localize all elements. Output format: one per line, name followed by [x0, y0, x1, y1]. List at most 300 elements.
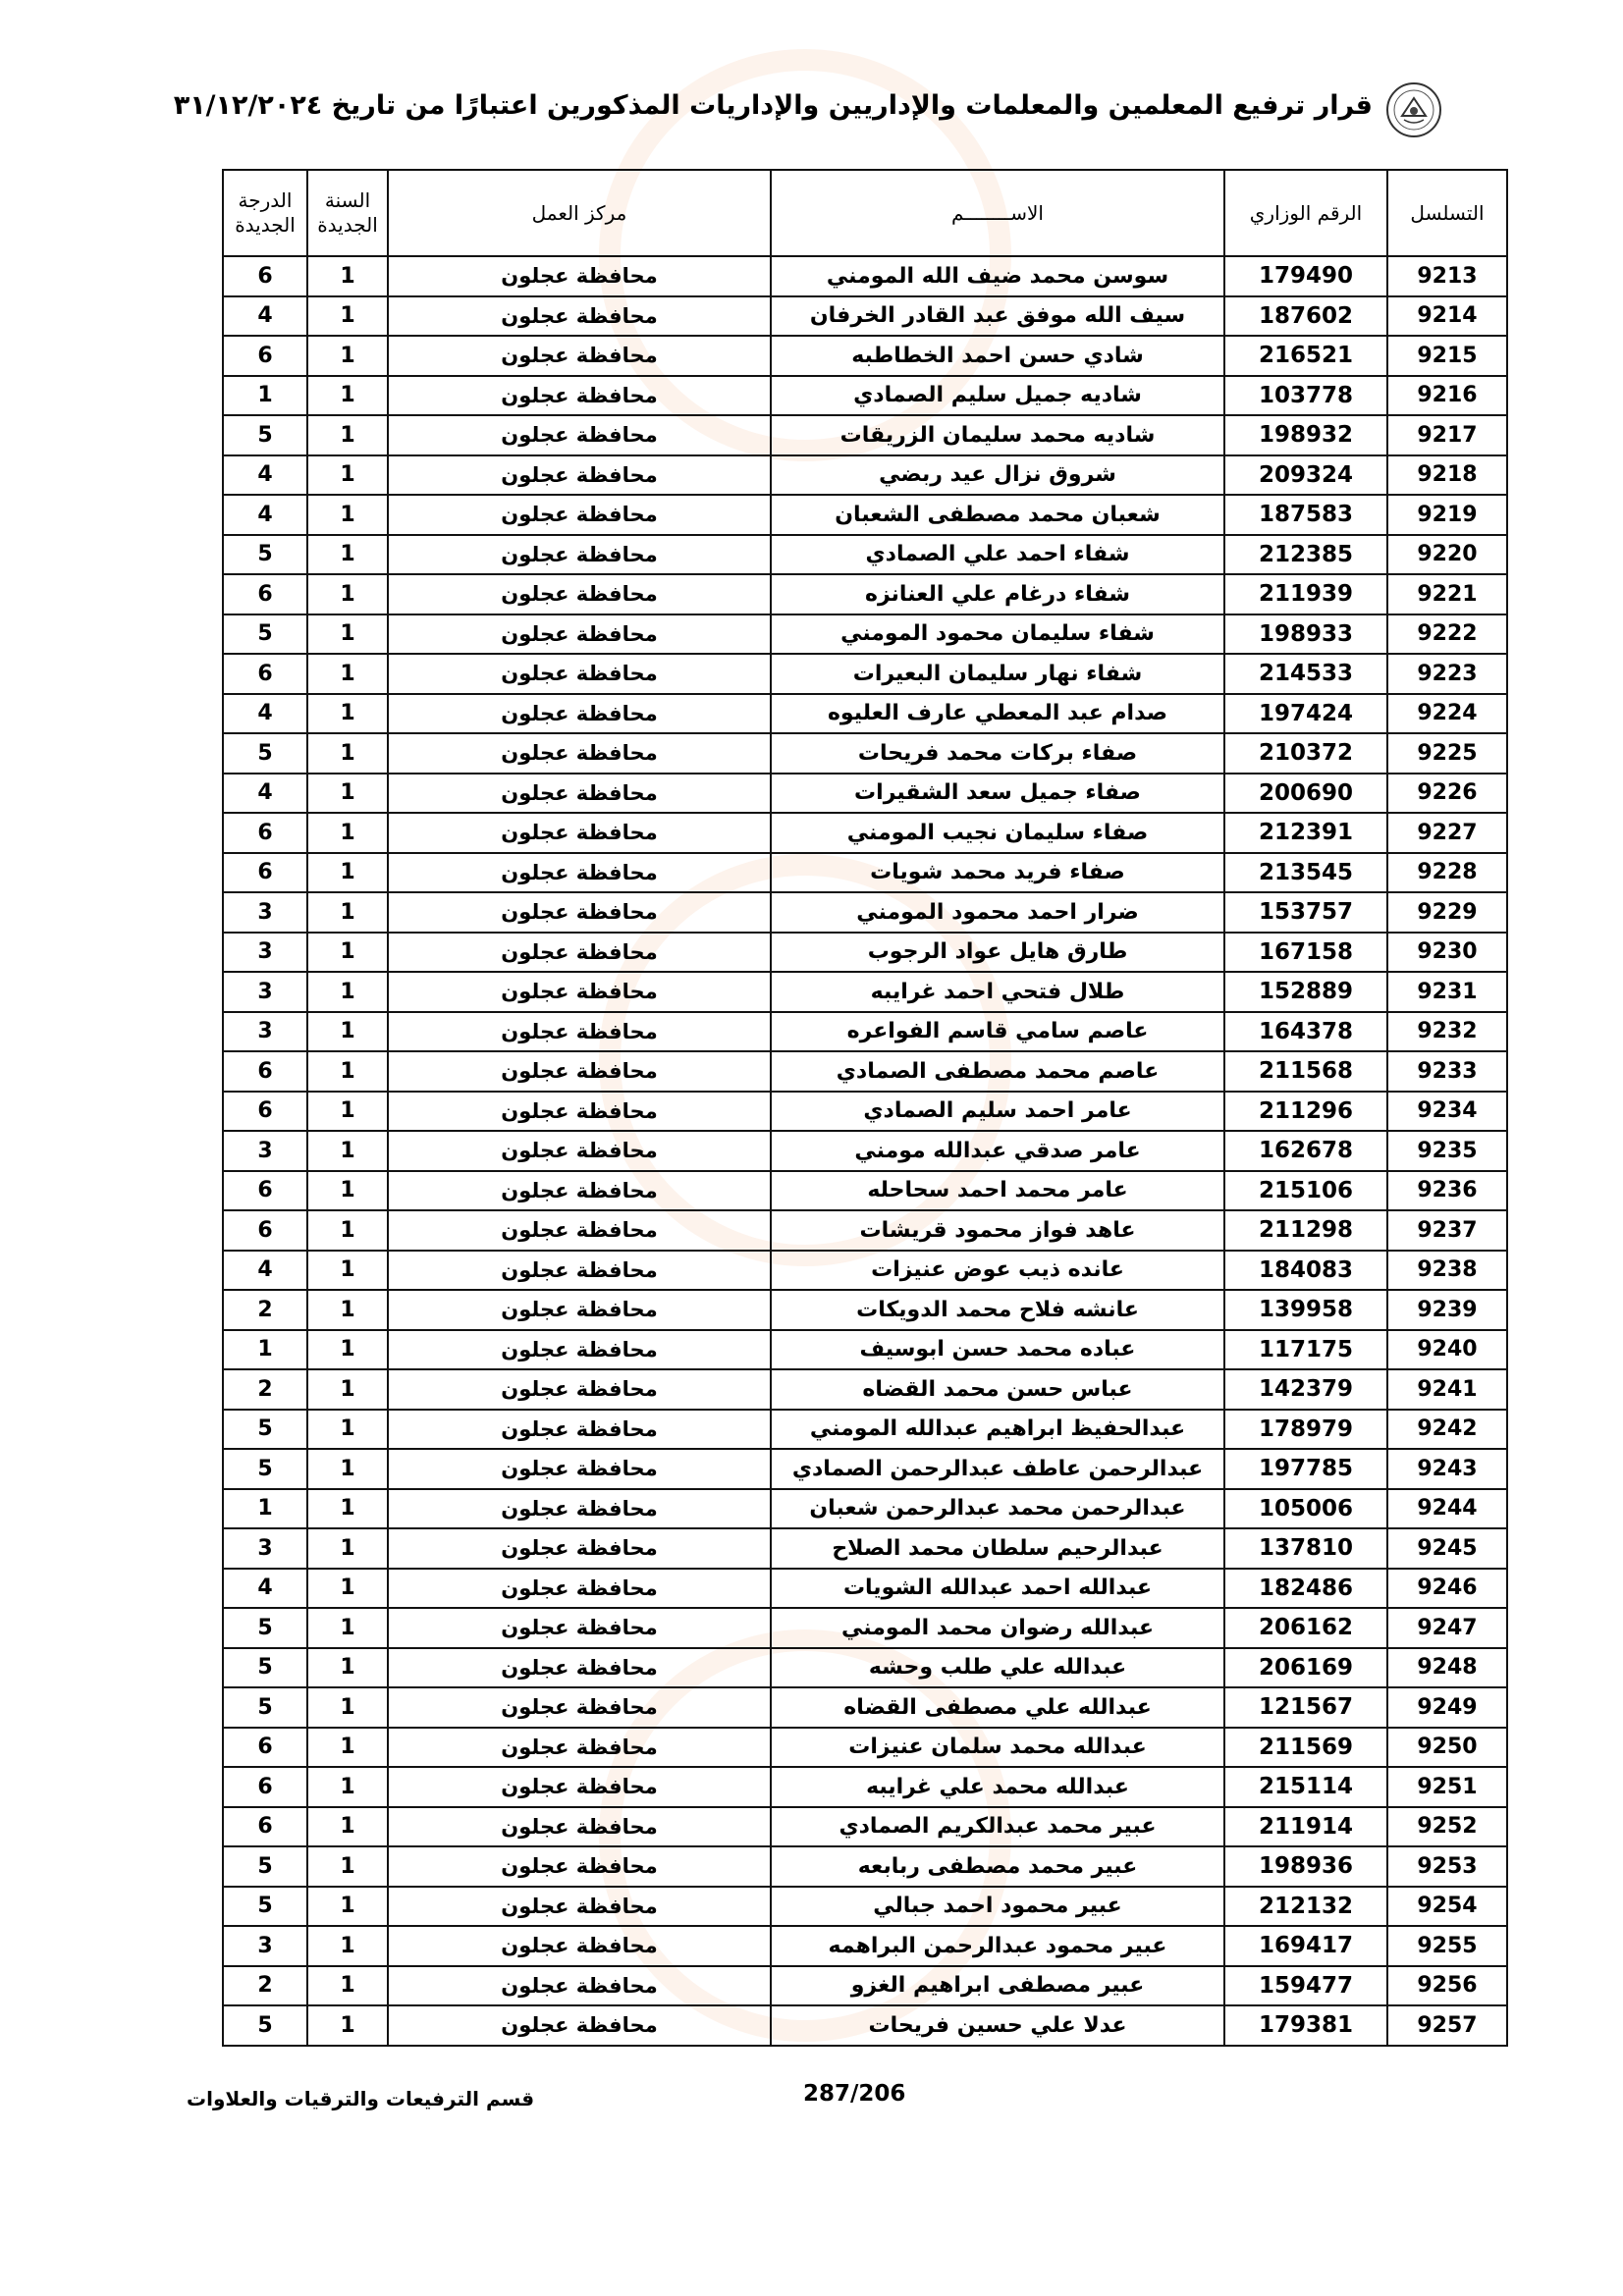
cell-workplace: محافظة عجلون — [388, 614, 771, 655]
cell-national-id: 211298 — [1224, 1210, 1387, 1251]
cell-seq: 9220 — [1387, 535, 1507, 575]
table-row — [223, 1687, 1507, 1728]
cell-workplace: محافظة عجلون — [388, 933, 771, 973]
cell-new-grade: 6 — [223, 1807, 307, 1847]
cell-name: شفاء نهار سليمان البعيرات — [771, 654, 1224, 694]
table-row — [223, 1608, 1507, 1648]
cell-seq: 9252 — [1387, 1807, 1507, 1847]
cell-workplace: محافظة عجلون — [388, 1171, 771, 1211]
cell-new-grade: 3 — [223, 1926, 307, 1966]
cell-national-id: 212391 — [1224, 813, 1387, 853]
cell-national-id: 121567 — [1224, 1687, 1387, 1728]
table-row — [223, 933, 1507, 973]
cell-new-year: 1 — [307, 1728, 388, 1768]
cell-new-year: 1 — [307, 415, 388, 455]
cell-new-grade: 6 — [223, 1051, 307, 1092]
cell-name: طارق هايل عواد الرجوب — [771, 933, 1224, 973]
cell-seq: 9241 — [1387, 1369, 1507, 1410]
cell-name: عبير محمود احمد جبالي — [771, 1887, 1224, 1927]
cell-seq: 9230 — [1387, 933, 1507, 973]
cell-national-id: 179490 — [1224, 256, 1387, 296]
cell-name: شاديه جميل سليم الصمادي — [771, 376, 1224, 416]
cell-new-grade: 3 — [223, 1131, 307, 1171]
cell-seq: 9216 — [1387, 376, 1507, 416]
cell-new-grade: 6 — [223, 574, 307, 614]
table-row — [223, 1767, 1507, 1807]
cell-national-id: 159477 — [1224, 1966, 1387, 2006]
cell-workplace: محافظة عجلون — [388, 774, 771, 814]
cell-name: صفاء سليمان نجيب المومني — [771, 813, 1224, 853]
cell-seq: 9237 — [1387, 1210, 1507, 1251]
cell-new-year: 1 — [307, 296, 388, 337]
cell-workplace: محافظة عجلون — [388, 455, 771, 496]
cell-workplace: محافظة عجلون — [388, 1131, 771, 1171]
cell-national-id: 197785 — [1224, 1449, 1387, 1489]
cell-new-grade: 6 — [223, 256, 307, 296]
cell-seq: 9257 — [1387, 2005, 1507, 2046]
cell-name: عبدالله علي طلب وحشه — [771, 1648, 1224, 1688]
column-header-name: الاســــــــم — [771, 170, 1224, 256]
table-row — [223, 1528, 1507, 1569]
cell-seq: 9255 — [1387, 1926, 1507, 1966]
cell-new-grade: 6 — [223, 853, 307, 893]
cell-new-grade: 4 — [223, 455, 307, 496]
table-row — [223, 1171, 1507, 1211]
table-row — [223, 1807, 1507, 1847]
table-row — [223, 1728, 1507, 1768]
cell-new-year: 1 — [307, 1251, 388, 1291]
cell-new-grade: 2 — [223, 1290, 307, 1330]
cell-seq: 9251 — [1387, 1767, 1507, 1807]
cell-new-year: 1 — [307, 1926, 388, 1966]
cell-new-year: 1 — [307, 1051, 388, 1092]
cell-workplace: محافظة عجلون — [388, 2005, 771, 2046]
cell-name: طلال فتحي احمد غرايبه — [771, 972, 1224, 1012]
cell-new-year: 1 — [307, 1569, 388, 1609]
cell-new-grade: 6 — [223, 1092, 307, 1132]
cell-new-grade: 4 — [223, 694, 307, 734]
cell-new-year: 1 — [307, 1410, 388, 1450]
cell-new-grade: 6 — [223, 1728, 307, 1768]
cell-national-id: 213545 — [1224, 853, 1387, 893]
cell-national-id: 206169 — [1224, 1648, 1387, 1688]
cell-new-grade: 5 — [223, 1846, 307, 1887]
cell-seq: 9253 — [1387, 1846, 1507, 1887]
cell-new-grade: 6 — [223, 813, 307, 853]
cell-new-grade: 6 — [223, 654, 307, 694]
cell-new-grade: 4 — [223, 495, 307, 535]
cell-seq: 9233 — [1387, 1051, 1507, 1092]
cell-workplace: محافظة عجلون — [388, 1012, 771, 1052]
cell-seq: 9218 — [1387, 455, 1507, 496]
cell-name: عبير محمد مصطفى ربابعه — [771, 1846, 1224, 1887]
table-row — [223, 1926, 1507, 1966]
cell-seq: 9235 — [1387, 1131, 1507, 1171]
cell-new-grade: 5 — [223, 1648, 307, 1688]
cell-name: شفاء درغام علي العنانزه — [771, 574, 1224, 614]
cell-workplace: محافظة عجلون — [388, 1410, 771, 1450]
cell-national-id: 187602 — [1224, 296, 1387, 337]
cell-name: عبدالله علي مصطفى القضاه — [771, 1687, 1224, 1728]
cell-workplace: محافظة عجلون — [388, 1846, 771, 1887]
table-row — [223, 1131, 1507, 1171]
cell-new-grade: 6 — [223, 336, 307, 376]
cell-workplace: محافظة عجلون — [388, 1290, 771, 1330]
table-row — [223, 1290, 1507, 1330]
cell-workplace: محافظة عجلون — [388, 574, 771, 614]
cell-new-year: 1 — [307, 1131, 388, 1171]
cell-name: عاصم محمد مصطفى الصمادي — [771, 1051, 1224, 1092]
page-title: قرار ترفيع المعلمين والمعلمات والإداريين والإداريات المذكورين اعتبارًا من تاريخ ٣١/١٢/٢٠٢٤ — [173, 90, 1373, 121]
table-row — [223, 1648, 1507, 1688]
table-row — [223, 2005, 1507, 2046]
cell-name: عبدالرحيم سلطان محمد الصلاح — [771, 1528, 1224, 1569]
cell-seq: 9256 — [1387, 1966, 1507, 2006]
cell-new-grade: 5 — [223, 1608, 307, 1648]
cell-name: صفاء جميل سعد الشقيرات — [771, 774, 1224, 814]
cell-workplace: محافظة عجلون — [388, 1528, 771, 1569]
cell-national-id: 182486 — [1224, 1569, 1387, 1609]
cell-seq: 9224 — [1387, 694, 1507, 734]
cell-name: شروق نزال عيد ربضي — [771, 455, 1224, 496]
cell-national-id: 162678 — [1224, 1131, 1387, 1171]
cell-workplace: محافظة عجلون — [388, 1569, 771, 1609]
cell-workplace: محافظة عجلون — [388, 1369, 771, 1410]
cell-new-grade: 5 — [223, 733, 307, 774]
cell-national-id: 164378 — [1224, 1012, 1387, 1052]
cell-workplace: محافظة عجلون — [388, 694, 771, 734]
cell-workplace: محافظة عجلون — [388, 296, 771, 337]
cell-new-grade: 6 — [223, 1171, 307, 1211]
table-row — [223, 694, 1507, 734]
cell-new-year: 1 — [307, 574, 388, 614]
table-row — [223, 296, 1507, 337]
cell-name: عبدالله محمد علي غرايبه — [771, 1767, 1224, 1807]
cell-name: شادي حسن احمد الخطاطبه — [771, 336, 1224, 376]
cell-name: سوسن محمد ضيف الله المومني — [771, 256, 1224, 296]
cell-name: عباده محمد حسن ابوسيف — [771, 1330, 1224, 1370]
cell-new-grade: 6 — [223, 1210, 307, 1251]
cell-workplace: محافظة عجلون — [388, 892, 771, 933]
cell-workplace: محافظة عجلون — [388, 1648, 771, 1688]
cell-name: عاهد فواز محمود قريشات — [771, 1210, 1224, 1251]
cell-seq: 9244 — [1387, 1489, 1507, 1529]
cell-new-grade: 5 — [223, 415, 307, 455]
cell-workplace: محافظة عجلون — [388, 813, 771, 853]
cell-new-grade: 1 — [223, 1330, 307, 1370]
cell-name: عباس حسن محمد القضاه — [771, 1369, 1224, 1410]
document-header — [173, 80, 1443, 149]
cell-name: عبدالله رضوان محمد المومني — [771, 1608, 1224, 1648]
cell-seq: 9239 — [1387, 1290, 1507, 1330]
cell-name: عانده ذيب عوض عنيزات — [771, 1251, 1224, 1291]
table-row — [223, 1846, 1507, 1887]
cell-new-year: 1 — [307, 495, 388, 535]
cell-seq: 9242 — [1387, 1410, 1507, 1450]
table-row — [223, 1051, 1507, 1092]
cell-new-grade: 3 — [223, 1012, 307, 1052]
cell-workplace: محافظة عجلون — [388, 1210, 771, 1251]
cell-workplace: محافظة عجلون — [388, 1251, 771, 1291]
cell-national-id: 117175 — [1224, 1330, 1387, 1370]
cell-national-id: 169417 — [1224, 1926, 1387, 1966]
cell-seq: 9234 — [1387, 1092, 1507, 1132]
cell-new-year: 1 — [307, 892, 388, 933]
table-row — [223, 774, 1507, 814]
cell-workplace: محافظة عجلون — [388, 1330, 771, 1370]
cell-workplace: محافظة عجلون — [388, 495, 771, 535]
cell-name: صفاء بركات محمد فريحات — [771, 733, 1224, 774]
table-row — [223, 813, 1507, 853]
cell-new-year: 1 — [307, 535, 388, 575]
table-row — [223, 853, 1507, 893]
cell-name: عبدالله محمد سلمان عنيزات — [771, 1728, 1224, 1768]
table-row — [223, 1887, 1507, 1927]
table-row — [223, 972, 1507, 1012]
cell-new-grade: 3 — [223, 1528, 307, 1569]
table-row — [223, 1449, 1507, 1489]
table-row — [223, 1251, 1507, 1291]
promotions-table — [222, 169, 1508, 2047]
cell-seq: 9228 — [1387, 853, 1507, 893]
cell-seq: 9217 — [1387, 415, 1507, 455]
column-header-new-grade: الدرجة الجديدة — [223, 170, 307, 256]
cell-new-year: 1 — [307, 1210, 388, 1251]
cell-new-grade: 5 — [223, 614, 307, 655]
cell-seq: 9250 — [1387, 1728, 1507, 1768]
cell-national-id: 209324 — [1224, 455, 1387, 496]
cell-new-grade: 4 — [223, 1569, 307, 1609]
cell-new-year: 1 — [307, 1290, 388, 1330]
cell-workplace: محافظة عجلون — [388, 853, 771, 893]
cell-new-year: 1 — [307, 376, 388, 416]
cell-seq: 9215 — [1387, 336, 1507, 376]
cell-national-id: 210372 — [1224, 733, 1387, 774]
cell-name: شاديه محمد سليمان الزريقات — [771, 415, 1224, 455]
cell-new-grade: 5 — [223, 1887, 307, 1927]
cell-new-year: 1 — [307, 972, 388, 1012]
cell-national-id: 137810 — [1224, 1528, 1387, 1569]
cell-new-grade: 5 — [223, 1410, 307, 1450]
column-header-workplace: مركز العمل — [388, 170, 771, 256]
cell-new-grade: 3 — [223, 972, 307, 1012]
cell-name: عبدالرحمن عاطف عبدالرحمن الصمادي — [771, 1449, 1224, 1489]
cell-new-grade: 5 — [223, 2005, 307, 2046]
table-row — [223, 892, 1507, 933]
cell-new-year: 1 — [307, 1966, 388, 2006]
cell-name: صفاء فريد محمد شويات — [771, 853, 1224, 893]
table-row — [223, 574, 1507, 614]
cell-new-grade: 5 — [223, 535, 307, 575]
cell-new-year: 1 — [307, 1330, 388, 1370]
cell-new-year: 1 — [307, 694, 388, 734]
column-header-seq: التسلسل — [1387, 170, 1507, 256]
cell-workplace: محافظة عجلون — [388, 1092, 771, 1132]
cell-name: عاصم سامي قاسم الفواعره — [771, 1012, 1224, 1052]
cell-seq: 9246 — [1387, 1569, 1507, 1609]
cell-seq: 9247 — [1387, 1608, 1507, 1648]
cell-new-grade: 5 — [223, 1449, 307, 1489]
cell-new-grade: 4 — [223, 774, 307, 814]
table-row — [223, 1489, 1507, 1529]
cell-seq: 9231 — [1387, 972, 1507, 1012]
cell-national-id: 211939 — [1224, 574, 1387, 614]
table-row — [223, 614, 1507, 655]
cell-national-id: 179381 — [1224, 2005, 1387, 2046]
column-header-new-year: السنة الجديدة — [307, 170, 388, 256]
table-row — [223, 1966, 1507, 2006]
cell-workplace: محافظة عجلون — [388, 1767, 771, 1807]
cell-seq: 9219 — [1387, 495, 1507, 535]
table-row — [223, 336, 1507, 376]
cell-seq: 9236 — [1387, 1171, 1507, 1211]
cell-workplace: محافظة عجلون — [388, 535, 771, 575]
cell-national-id: 212132 — [1224, 1887, 1387, 1927]
cell-name: عدلا علي حسين فريحات — [771, 2005, 1224, 2046]
cell-workplace: محافظة عجلون — [388, 654, 771, 694]
cell-seq: 9232 — [1387, 1012, 1507, 1052]
cell-national-id: 211569 — [1224, 1728, 1387, 1768]
cell-workplace: محافظة عجلون — [388, 1966, 771, 2006]
cell-name: عانشه فلاح محمد الدويكات — [771, 1290, 1224, 1330]
cell-name: صدام عبد المعطي عارف العليوه — [771, 694, 1224, 734]
cell-new-grade: 1 — [223, 1489, 307, 1529]
cell-seq: 9227 — [1387, 813, 1507, 853]
page-number: 287/206 — [803, 2081, 906, 2107]
cell-new-year: 1 — [307, 853, 388, 893]
cell-new-grade: 2 — [223, 1369, 307, 1410]
cell-national-id: 198936 — [1224, 1846, 1387, 1887]
cell-name: عبدالله احمد عبدالله الشويات — [771, 1569, 1224, 1609]
cell-national-id: 214533 — [1224, 654, 1387, 694]
cell-new-year: 1 — [307, 256, 388, 296]
cell-national-id: 187583 — [1224, 495, 1387, 535]
cell-workplace: محافظة عجلون — [388, 1807, 771, 1847]
cell-new-grade: 1 — [223, 376, 307, 416]
cell-new-year: 1 — [307, 1012, 388, 1052]
cell-name: عامر احمد سليم الصمادي — [771, 1092, 1224, 1132]
cell-seq: 9229 — [1387, 892, 1507, 933]
cell-new-grade: 3 — [223, 933, 307, 973]
cell-national-id: 211296 — [1224, 1092, 1387, 1132]
cell-name: شفاء سليمان محمود المومني — [771, 614, 1224, 655]
table-row — [223, 535, 1507, 575]
cell-workplace: محافظة عجلون — [388, 1051, 771, 1092]
table-row — [223, 376, 1507, 416]
cell-national-id: 211568 — [1224, 1051, 1387, 1092]
cell-national-id: 167158 — [1224, 933, 1387, 973]
cell-name: عبير محمود عبدالرحمن البراهمه — [771, 1926, 1224, 1966]
cell-national-id: 198932 — [1224, 415, 1387, 455]
cell-new-grade: 3 — [223, 892, 307, 933]
cell-national-id: 198933 — [1224, 614, 1387, 655]
cell-workplace: محافظة عجلون — [388, 256, 771, 296]
cell-name: سيف الله موفق عبد القادر الخرفان — [771, 296, 1224, 337]
cell-national-id: 103778 — [1224, 376, 1387, 416]
cell-national-id: 184083 — [1224, 1251, 1387, 1291]
table-row — [223, 733, 1507, 774]
cell-national-id: 142379 — [1224, 1369, 1387, 1410]
cell-national-id: 206162 — [1224, 1608, 1387, 1648]
cell-national-id: 139958 — [1224, 1290, 1387, 1330]
table-row — [223, 654, 1507, 694]
cell-new-year: 1 — [307, 614, 388, 655]
cell-workplace: محافظة عجلون — [388, 1728, 771, 1768]
table-body — [223, 256, 1507, 2046]
cell-seq: 9226 — [1387, 774, 1507, 814]
cell-name: عبير مصطفى ابراهيم الغزو — [771, 1966, 1224, 2006]
cell-new-year: 1 — [307, 813, 388, 853]
ministry-seal-icon — [1384, 80, 1443, 139]
table-row — [223, 1210, 1507, 1251]
table-row — [223, 415, 1507, 455]
table-header-row — [223, 170, 1507, 256]
cell-seq: 9245 — [1387, 1528, 1507, 1569]
cell-new-year: 1 — [307, 733, 388, 774]
table-row — [223, 1330, 1507, 1370]
cell-seq: 9221 — [1387, 574, 1507, 614]
table-row — [223, 1369, 1507, 1410]
cell-workplace: محافظة عجلون — [388, 972, 771, 1012]
cell-workplace: محافظة عجلون — [388, 376, 771, 416]
department-name: قسم الترفيعات والترقيات والعلاوات — [187, 2087, 535, 2110]
cell-new-year: 1 — [307, 933, 388, 973]
cell-national-id: 212385 — [1224, 535, 1387, 575]
table-row — [223, 1092, 1507, 1132]
cell-name: عبير محمد عبدالكريم الصمادي — [771, 1807, 1224, 1847]
cell-new-year: 1 — [307, 654, 388, 694]
table-row — [223, 455, 1507, 496]
cell-seq: 9225 — [1387, 733, 1507, 774]
cell-seq: 9238 — [1387, 1251, 1507, 1291]
cell-national-id: 215114 — [1224, 1767, 1387, 1807]
table-row — [223, 495, 1507, 535]
table-row — [223, 1569, 1507, 1609]
cell-seq: 9248 — [1387, 1648, 1507, 1688]
cell-workplace: محافظة عجلون — [388, 1887, 771, 1927]
cell-workplace: محافظة عجلون — [388, 733, 771, 774]
cell-new-year: 1 — [307, 1449, 388, 1489]
table-row — [223, 256, 1507, 296]
cell-national-id: 200690 — [1224, 774, 1387, 814]
cell-national-id: 197424 — [1224, 694, 1387, 734]
cell-new-year: 1 — [307, 1608, 388, 1648]
cell-national-id: 105006 — [1224, 1489, 1387, 1529]
cell-seq: 9213 — [1387, 256, 1507, 296]
cell-national-id: 215106 — [1224, 1171, 1387, 1211]
cell-national-id: 211914 — [1224, 1807, 1387, 1847]
cell-workplace: محافظة عجلون — [388, 1489, 771, 1529]
cell-seq: 9243 — [1387, 1449, 1507, 1489]
cell-new-grade: 4 — [223, 296, 307, 337]
table-row — [223, 1410, 1507, 1450]
cell-workplace: محافظة عجلون — [388, 415, 771, 455]
cell-name: شعبان محمد مصطفى الشعبان — [771, 495, 1224, 535]
cell-seq: 9214 — [1387, 296, 1507, 337]
cell-seq: 9223 — [1387, 654, 1507, 694]
cell-new-year: 1 — [307, 1887, 388, 1927]
cell-workplace: محافظة عجلون — [388, 336, 771, 376]
cell-new-year: 1 — [307, 1369, 388, 1410]
cell-name: شفاء احمد علي الصمادي — [771, 535, 1224, 575]
cell-seq: 9249 — [1387, 1687, 1507, 1728]
column-header-national-id: الرقم الوزاري — [1224, 170, 1387, 256]
cell-new-grade: 5 — [223, 1687, 307, 1728]
cell-name: ضرار احمد محمود المومني — [771, 892, 1224, 933]
cell-new-year: 1 — [307, 1171, 388, 1211]
cell-workplace: محافظة عجلون — [388, 1449, 771, 1489]
cell-new-year: 1 — [307, 1489, 388, 1529]
